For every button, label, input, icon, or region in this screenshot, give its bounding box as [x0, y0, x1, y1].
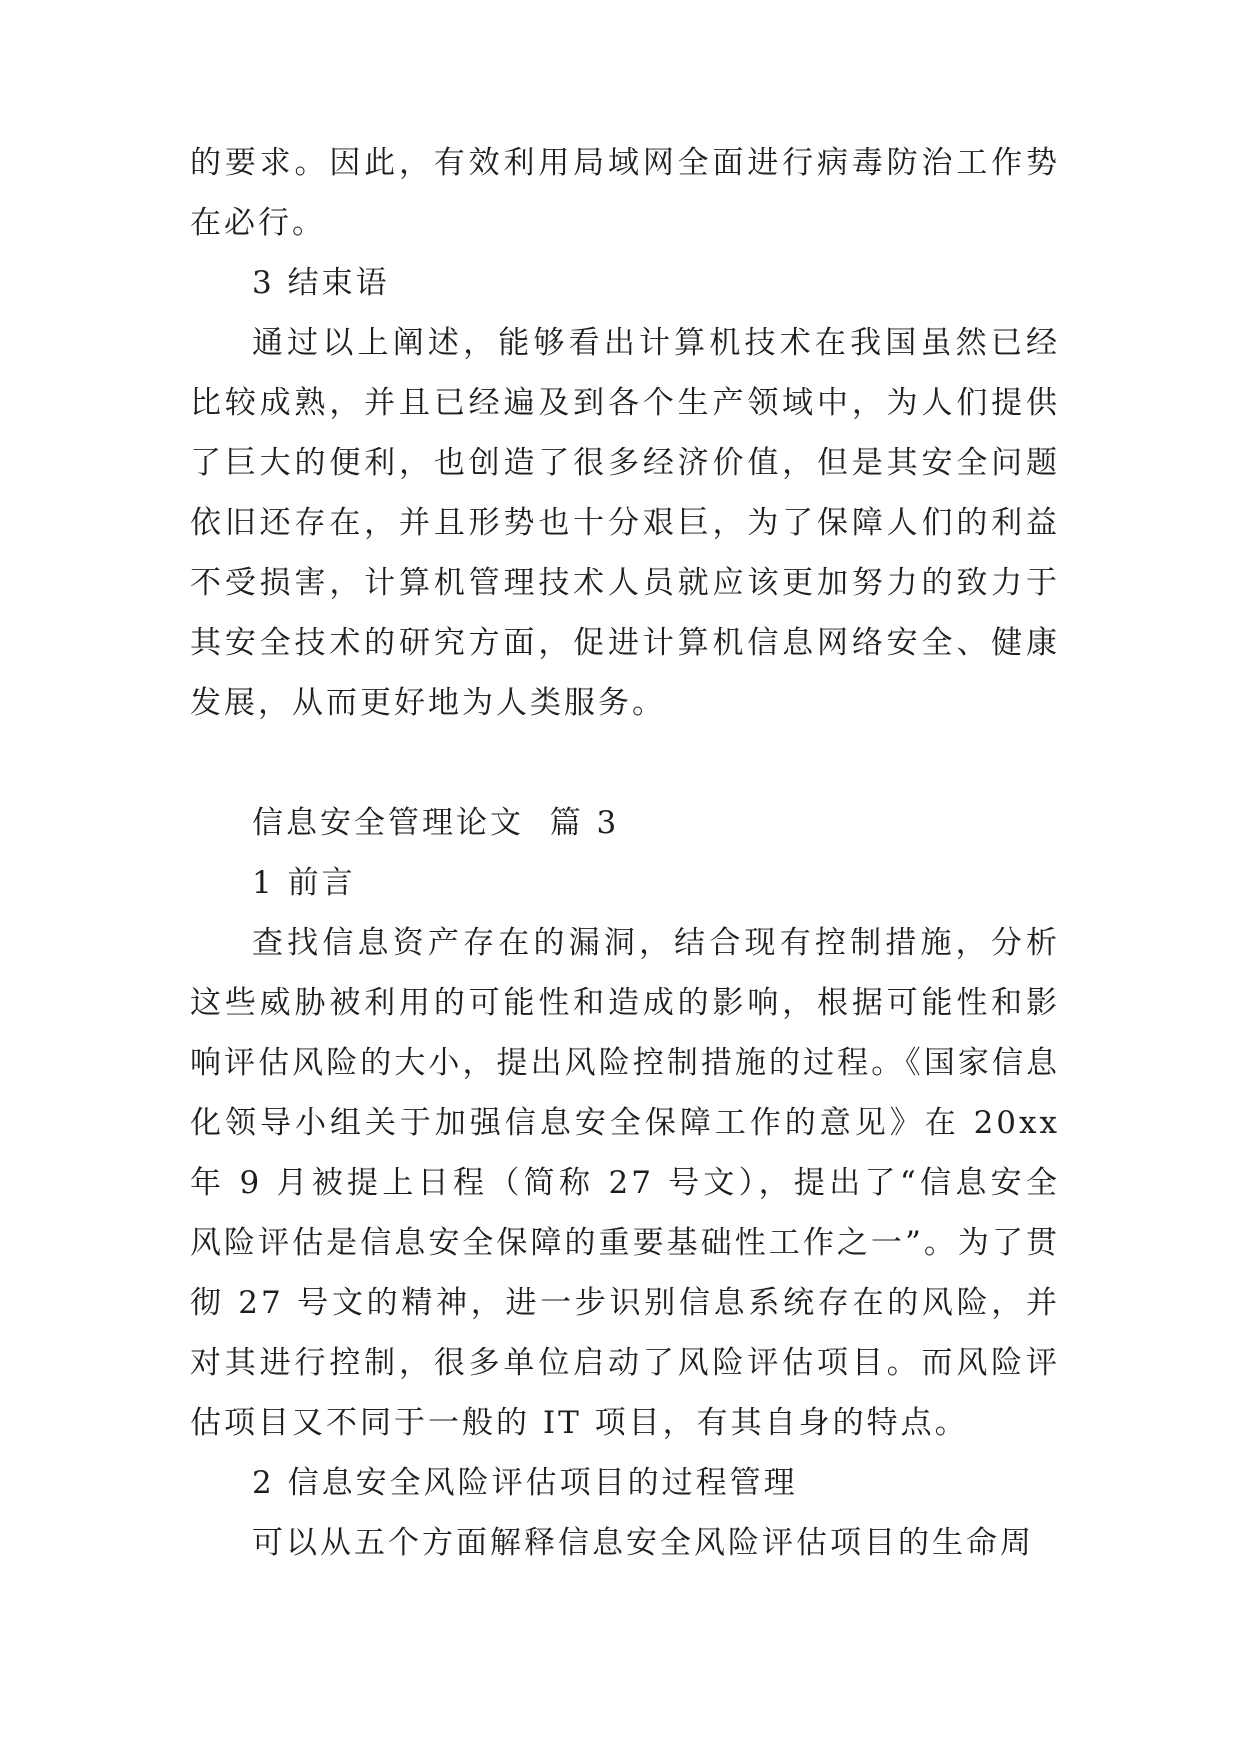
article-title: 信息安全管理论文 篇 3	[252, 805, 620, 841]
document-body	[190, 133, 1060, 1573]
section-spacer	[190, 733, 1060, 793]
paragraph-process: 可以从五个方面解释信息安全风险评估项目的生命周	[252, 1525, 1034, 1561]
paragraph-conclusion: 通过以上阐述，能够看出计算机技术在我国虽然已经比较成熟，并且已经遍及到各个生产领域中，为人们提供了巨大的便利，也创造了很多经济价值，但是其安全问题依旧还存在，并且形势也十分艰巨，为了保障人们的利益不受损害，计算机管理技术人员就应该更加努力的致力于其安全技术的研究方面，促进计算机信息网络安全、健康发展，从而更好地为人类服务。	[190, 325, 1060, 721]
section-heading-preface: 1 前言	[252, 865, 356, 901]
paragraph-preface: 查找信息资产存在的漏洞，结合现有控制措施，分析这些威胁被利用的可能性和造成的影响，根据可能性和影响评估风险的大小，提出风险控制措施的过程。《国家信息化领导小组关于加强信息安全保障工作的意见》在 20xx 年 9 月被提上日程（简称 27 号文），提出了“信息安全风险评估是信息安全保障的重要基础性工作之一”。为了贯彻 27 号文的精神，进一步识别信息系统存在的风险，并对其进行控制，很多单位启动了风险评估项目。而风险评估项目又不同于一般的 IT 项目，有其自身的特点。	[190, 925, 1060, 1441]
paragraph-continuation: 的要求。因此，有效利用局域网全面进行病毒防治工作势在必行。	[190, 145, 1060, 241]
section-heading-conclusion: 3 结束语	[252, 265, 390, 301]
section-heading-process: 2 信息安全风险评估项目的过程管理	[252, 1465, 798, 1501]
